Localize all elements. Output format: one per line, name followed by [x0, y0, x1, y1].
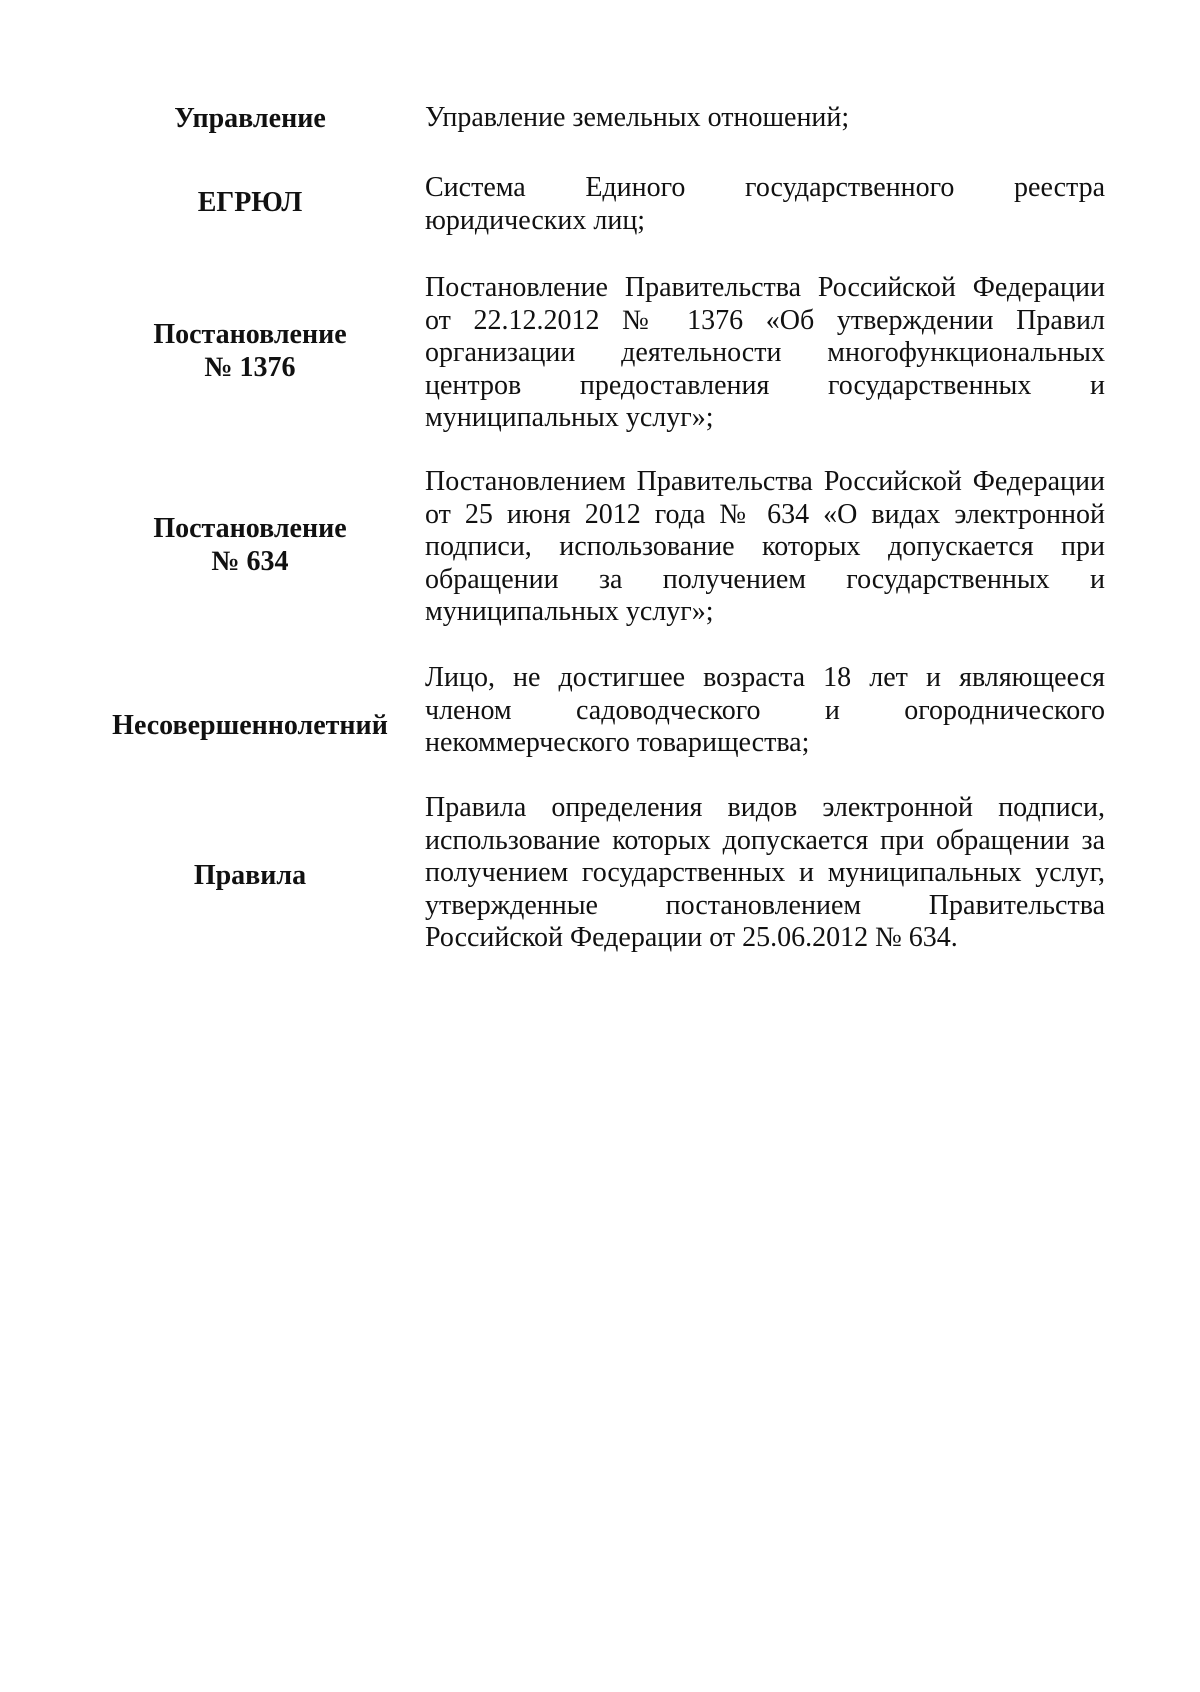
- term-line: ЕГРЮЛ: [197, 187, 303, 218]
- term-line: Управление: [174, 103, 326, 134]
- term-line: Правила: [193, 860, 307, 891]
- definition-line: подписи, использование которых допускается при: [425, 531, 1105, 562]
- definition-line: членом садоводческого и огороднического: [425, 694, 1105, 726]
- term-line: Постановление: [153, 319, 347, 350]
- definition-egryul: [425, 172, 1105, 237]
- definition-postanovlenie-1376: [425, 272, 1105, 435]
- definition-line: Постановлением Правительства Российской Федерации: [425, 466, 1105, 497]
- term-pravila: [100, 859, 400, 892]
- term-egryul: [100, 186, 400, 219]
- definition-line: юридических лиц;: [425, 204, 646, 236]
- definition-line: использование которых допускается при обращении за: [425, 824, 1105, 856]
- definition-line: Лицо, не достигшее возраста 18 лет и являющееся: [425, 662, 1105, 693]
- definition-line: Система Единого государственного реестра: [425, 172, 1105, 203]
- term-line: Постановление: [153, 513, 347, 544]
- definition-upravlenie: [425, 102, 1105, 135]
- term-upravlenie: [100, 102, 400, 135]
- definition-line: получением государственных и муниципальных услуг,: [425, 857, 1105, 888]
- term-line: № 1376: [204, 352, 296, 383]
- definition-line: некоммерческого товарищества;: [425, 727, 810, 758]
- definition-line: организации деятельности многофункциональных: [425, 337, 1105, 368]
- definition-line: Правила определения видов электронной подписи,: [425, 792, 1105, 823]
- definition-line: от 22.12.2012 № 1376 «Об утверждении Правил: [425, 304, 1105, 336]
- definition-line: центров предоставления государственных и: [425, 369, 1105, 401]
- definition-line: утвержденные постановлением Правительства: [425, 889, 1105, 921]
- definition-line: от 25 июня 2012 года № 634 «О видах электронной: [425, 498, 1105, 530]
- term-nesovershennoletniy: [100, 709, 400, 742]
- definition-line: Постановление Правительства Российской Федерации: [425, 272, 1105, 303]
- definition-postanovlenie-634: [425, 466, 1105, 629]
- definition-line: муниципальных услуг»;: [425, 596, 714, 627]
- definition-pravila: [425, 792, 1105, 955]
- term-postanovlenie-1376: [100, 318, 400, 384]
- term-postanovlenie-634: [100, 512, 400, 578]
- definition-line: Российской Федерации от 25.06.2012 № 634.: [425, 922, 958, 953]
- term-line: Несовершеннолетний: [112, 710, 388, 741]
- definition-line: Управление земельных отношений;: [425, 102, 850, 133]
- definition-nesovershennoletniy: [425, 662, 1105, 760]
- definition-line: муниципальных услуг»;: [425, 402, 714, 433]
- term-line: № 634: [211, 546, 289, 577]
- definition-line: обращении за получением государственных и: [425, 563, 1105, 595]
